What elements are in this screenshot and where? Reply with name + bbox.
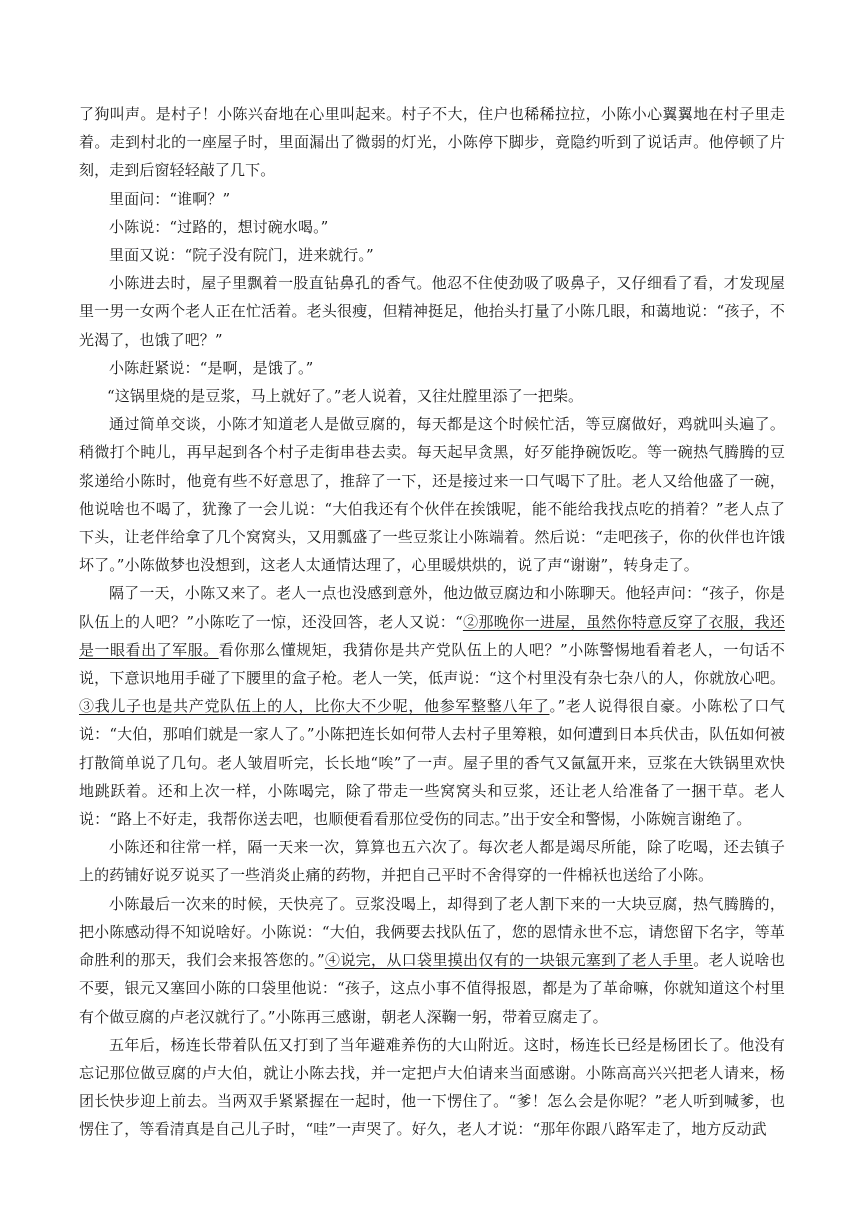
story-text bbox=[79, 100, 785, 1144]
paragraph-2 bbox=[79, 185, 785, 213]
text-segment: 小陈赶紧说：“是啊，是饿了。” bbox=[109, 358, 314, 377]
text-segment: “这锅里烧的是豆浆，马上就好了。”老人说着，又往灶膛里添了一把柴。 bbox=[107, 387, 584, 406]
paragraph-7 bbox=[79, 382, 785, 410]
text-segment: 小陈进去时，屋子里飘着一股直钻鼻孔的香气。他忍不住使劲吸了吸鼻子，又仔细看了看，才发现屋里一男一女两个老人正在忙活着。老头很瘦，但精神挺足，他抬头打量了小陈几眼，和蔼地说：“孩子，不光渴了，也饿了吧？” bbox=[79, 274, 785, 349]
text-segment: 小陈说：“过路的，想讨碗水喝。” bbox=[109, 217, 329, 236]
text-segment: 。”老人说得很自豪。小陈松了口气说：“大伯，那咱们就是一家人了。”小陈把连长如何带人去村子里筹粮，如何遭到日本兵伏击，队伍如何被打散简单说了几句。老人皱眉听完，长长地“唉”了一声。屋子里的香气又氤氲开来，豆浆在大铁锅里欢快地跳跃着。还和上次一样，小陈喝完，除了带走一些窝窝头和豆浆，还让老人给准备了一捆干草。老人说：“路上不好走，我帮你送去吧，也顺便看看那位受伤的同志。”出于安全和警惕，小陈婉言谢绝了。 bbox=[79, 697, 785, 829]
paragraph-3 bbox=[79, 213, 785, 241]
paragraph-8 bbox=[79, 410, 785, 579]
text-segment: 小陈最后一次来的时候，天快亮了。豆浆没喝上，却得到了老人割下来的一大块豆腐，热气腾腾的，把小陈感动得不知说啥好。小陈说：“大伯，我俩要去找队伍了，您的恩情永世不忘，请您留下名字，等革命胜利的那天，我们会来报答您的。” bbox=[79, 894, 785, 970]
text-segment: 。老人说啥也不要，银元又塞回小陈的口袋里他说：“孩子，这点小事不值得报恩，都是为了革命嘛，你就知道这个村里有个做豆腐的卢老汉就行了。”小陈再三感谢，朝老人深鞠一躬，带着豆腐走了。 bbox=[79, 951, 785, 1026]
text-segment: 了狗叫声。是村子！小陈兴奋地在心里叫起来。村子不大，住户也稀稀拉拉，小陈小心翼翼地在村子里走着。走到村北的一座屋子时，里面漏出了微弱的灯光，小陈停下脚步，竟隐约听到了说话声。他停顿了片刻，走到后窗轻轻敲了几下。 bbox=[79, 105, 785, 180]
underlined-sentence-3: ③我儿子也是共产党队伍上的人，比你大不少呢，他参军整整八年了 bbox=[79, 697, 550, 716]
paragraph-6 bbox=[79, 354, 785, 382]
paragraph-4 bbox=[79, 241, 785, 269]
text-segment: 里面问：“谁啊？” bbox=[109, 189, 231, 208]
paragraph-9 bbox=[79, 579, 785, 833]
paragraph-5 bbox=[79, 269, 785, 354]
text-segment: 看你那么懂规矩，我猜你是共产党队伍上的人吧？”小陈警惕地看着老人，一句话不说，下意识地用手碰了下腰里的盒子枪。老人一笑，低声说：“这个村里没有杂七杂八的人，你就放心吧。 bbox=[79, 640, 786, 688]
paragraph-10 bbox=[79, 833, 785, 889]
text-segment: 小陈还和往常一样，隔一天来一次，算算也五六次了。每次老人都是竭尽所能，除了吃喝，还去镇子上的药铺好说歹说买了一些消炎止痛的药物，并把自己平时不舍得穿的一件棉袄也送给了小陈。 bbox=[79, 838, 785, 885]
paragraph-11 bbox=[79, 890, 785, 1031]
paragraph-12 bbox=[79, 1031, 785, 1144]
text-segment: 里面又说：“院子没有院门，进来就行。” bbox=[109, 246, 374, 265]
text-segment: 通过简单交谈，小陈才知道老人是做豆腐的，每天都是这个时候忙活，等豆腐做好，鸡就叫头遍了。稍微打个盹儿，再早起到各个村子走街串巷去卖。每天起早贪黑，好歹能挣碗饭吃。等一碗热气腾腾的豆浆递给小陈时，他竟有些不好意思了，推辞了一下，还是接过来一口气喝下了肚。老人又给他盛了一碗，他说啥也不喝了，犹豫了一会儿说：“大伯我还有个伙伴在挨饿呢，能不能给我找点吃的捎着？”老人点了下头，让老伴给拿了几个窝窝头，又用瓢盛了一些豆浆让小陈端着。然后说：“走吧孩子，你的伙伴也许饿坏了。”小陈做梦也没想到，这老人太通情达理了，心里暖烘烘的，说了声“谢谢”，转身走了。 bbox=[79, 415, 785, 575]
text-segment: 隔了一天，小陈又来了。老人一点也没感到意外，他边做豆腐边和小陈聊天。他轻声问：“孩子，你是队伍上的人吧？”小陈吃了一惊，还没回答，老人又说：“ bbox=[79, 584, 785, 631]
underlined-sentence-2: ②那晚你一进屋，虽然你特意反穿了衣服，我还是一眼看出了军服。 bbox=[79, 612, 785, 659]
paragraph-1 bbox=[79, 100, 785, 185]
underlined-sentence-4: ④说完，从口袋里摸出仅有的一块银元塞到了老人手里 bbox=[324, 951, 694, 970]
text-segment: 五年后，杨连长带着队伍又打到了当年避难养伤的大山附近。这时，杨连长已经是杨团长了。他没有忘记那位做豆腐的卢大伯，就让小陈去找，并一定把卢大伯请来当面感谢。小陈高高兴兴把老人请来，杨团长快步迎上前去。当两双手紧紧握在一起时，他一下愣住了。“爹！怎么会是你呢？”老人听到喊爹，也愣住了，等看清真是自己儿子时，“哇”一声哭了。好久，老人才说：“那年你跟八路军走了，地方反动武 bbox=[79, 1035, 785, 1139]
